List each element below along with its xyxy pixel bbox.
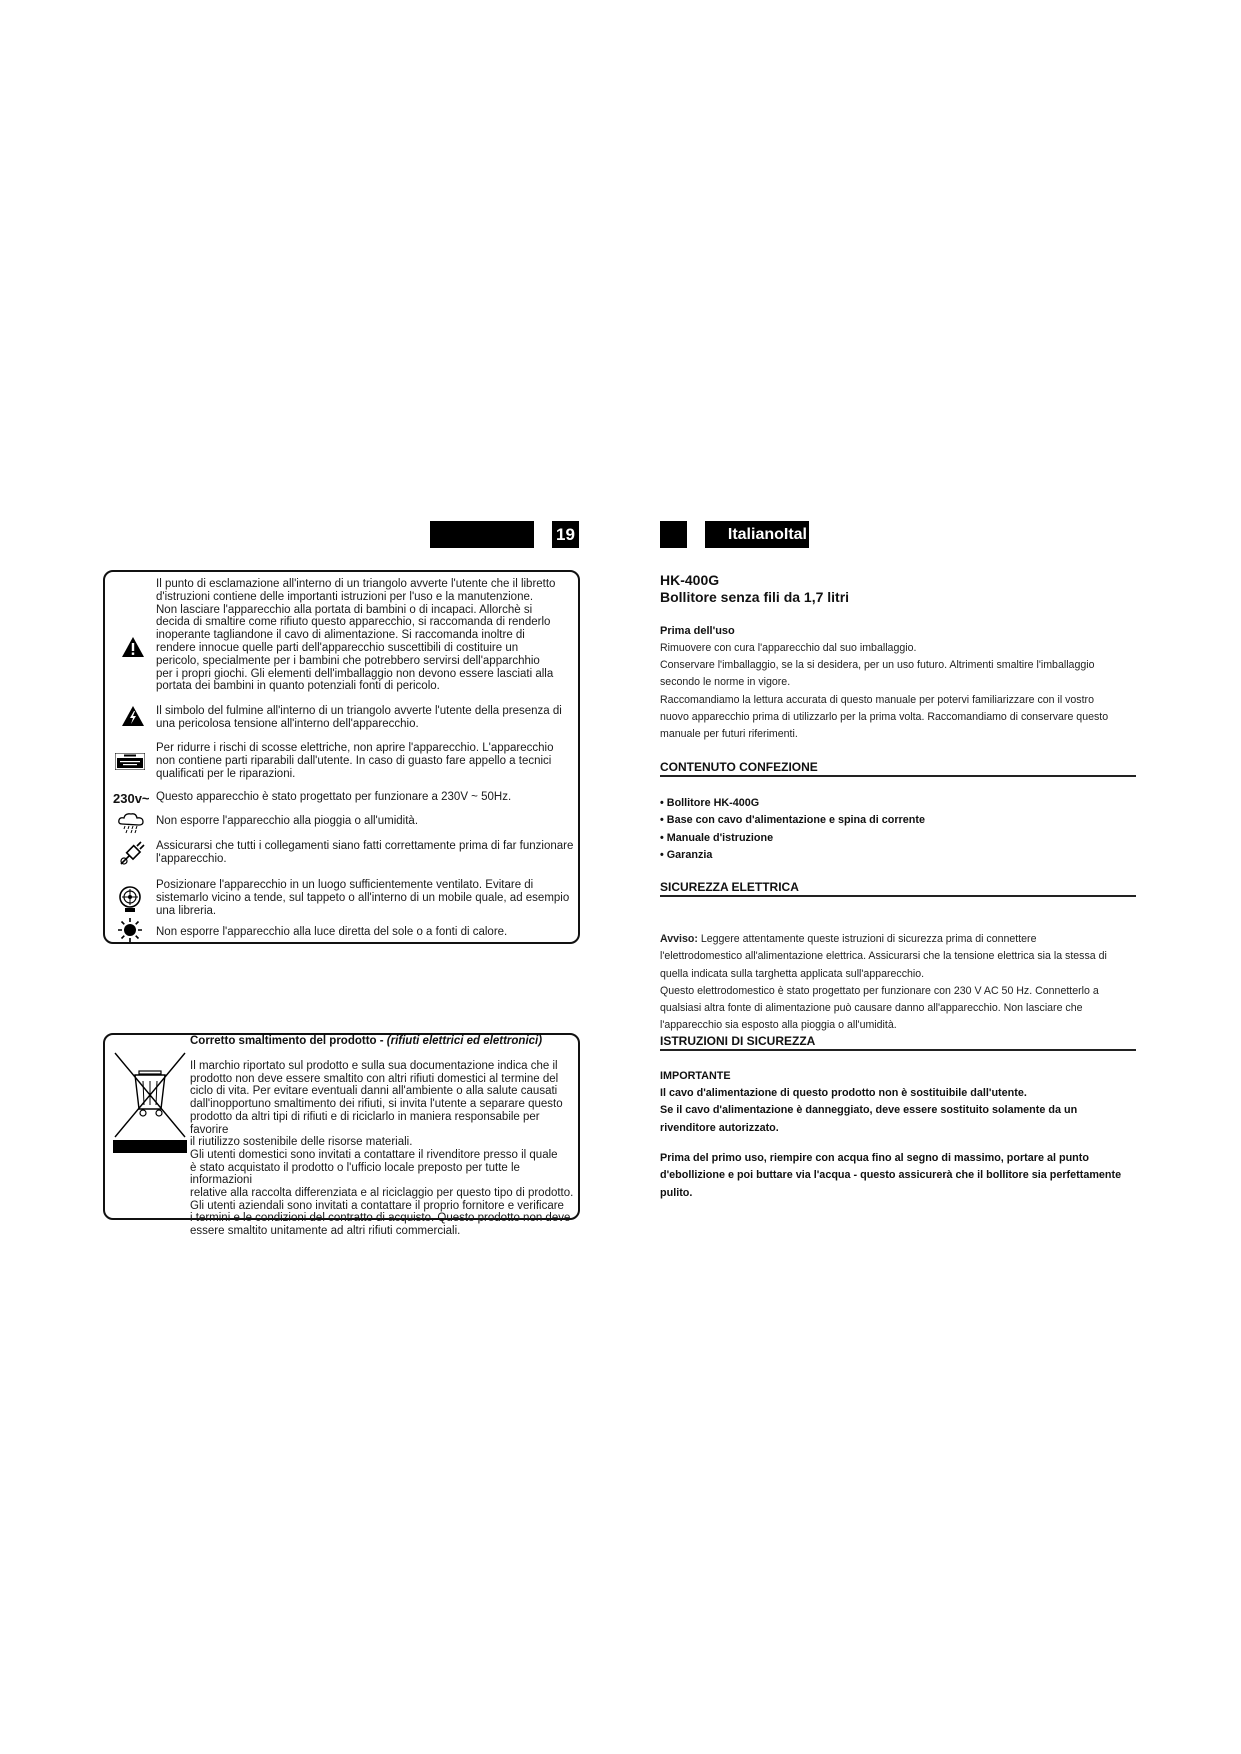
safety-instructions-heading: ISTRUZIONI DI SICUREZZA [660, 1034, 1136, 1051]
disposal-text: Il marchio riportato sul prodotto e sulla sua documentazione indica che il prodotto non deve essere smaltito con altri rifiuti domestici al termine del ciclo di vita. Per evitare eventuali danni all'ambiente o alla salute causati dall'inopportuno smaltimento dei rifiuti, si invita l'utente a separare questo prodotto da altri tipi di rifiuti e di riciclarlo in maniera responsabile per favorire il riutilizzo sostenibile delle risorse materiali. Gli utenti domestici sono invitati a contattare il rivenditore presso il quale è stato acquistato il prodotto o l'ufficio locale preposto per tutte le informazioni relative alla raccolta differenziata e al riciclaggio per questo tipo di prodotto. Gli utenti aziendali sono invitati a contattare il proprio fornitore e verificare i termini e le condizioni del contratto di acquisto. Questo prodotto non deve essere smaltito unitamente ad altri rifiuti commerciali. [190, 1060, 574, 1238]
warning-triangle-icon [121, 636, 145, 658]
electrical-safety-heading: SICUREZZA ELETTRICA [660, 880, 1136, 897]
contents-heading: CONTENUTO CONFEZIONE [660, 760, 1136, 777]
product-name: Bollitore senza fili da 1,7 litri [660, 589, 850, 605]
electrical-safety-text [660, 914, 1180, 1034]
disposal-title-main: Corretto smaltimento del prodotto - [190, 1035, 387, 1047]
list-item: • Bollitore HK-400G [660, 795, 925, 812]
safety-text-voltage: Questo apparecchio è stato progettato per funzionare a 230V ~ 50Hz. [156, 791, 512, 803]
safety-row-caution [105, 742, 578, 782]
list-item: • Manuale d'istruzione [660, 830, 925, 847]
safety-text-rain: Non esporre l'apparecchio alla pioggia o all'umidità. [156, 815, 419, 827]
header-square-right [660, 521, 687, 548]
safety-row-ventilation [105, 879, 578, 919]
safety-row-voltage [105, 791, 578, 807]
list-item: • Base con cavo d'alimentazione e spina di corrente [660, 812, 925, 829]
warning-label: Avviso: [660, 933, 698, 946]
page-number: 19 [552, 521, 579, 548]
safety-row-rain [105, 815, 578, 835]
important-text: Il cavo d'alimentazione di questo prodotto non è sostituibile dall'utente. Se il cavo d'alimentazione è danneggiato, deve essere sostituito solamente da un rivenditore autorizzato. [660, 1087, 1078, 1134]
disposal-title [190, 1035, 542, 1048]
lightning-triangle-icon [121, 705, 145, 727]
before-use-text: Rimuovere con cura l'apparecchio dal suo imballaggio. Conservare l'imballaggio, se la si desidera, per un uso futuro. Altrimenti smaltire l'imballaggio secondo le norme in vigore. Raccomandiamo la lettura accurata di questo manuale per potervi familiarizzare con il vostro nuovo apparecchio prima di utilizzarlo per la prima volta. Raccomandiamo di conservare questo manuale per futuri riferimenti. [660, 642, 1109, 741]
safety-text-caution: Per ridurre i rischi di scosse elettriche, non aprire l'apparecchio. L'apparecchio non contiene parti riparabili dall'utente. In caso di guasto fare appello a tecnici qualificati per le riparazioni. [156, 742, 554, 780]
safety-row-plug [105, 840, 578, 870]
before-use-heading: Prima dell'uso [660, 625, 735, 637]
electrical-safety-first-line: Leggere attentamente queste istruzioni di sicurezza prima di connettere [697, 933, 1037, 946]
important-label: IMPORTANTE [660, 1070, 731, 1082]
ventilation-fan-icon [117, 885, 143, 913]
safety-symbols-box [103, 570, 580, 944]
crossed-bin-icon [113, 1051, 187, 1139]
right-page-content [660, 570, 1180, 1210]
first-use-text: Prima del primo uso, riempire con acqua fino al segno di massimo, portare al punto d'ebollizione e poi buttare via l'acqua - questo assicurerà che il bollitore sia perfettamente pulito. [660, 1152, 1122, 1199]
disposal-title-italic: (rifiuti elettrici ed elettronici) [386, 1035, 543, 1047]
safety-text-ventilation: Posizionare l'apparecchio in un luogo sufficientemente ventilato. Evitare di sistemarlo vicino a tende, sul tappeto o all'interno di un mobile quale, ad esempio una libreria. [156, 879, 570, 917]
plug-icon [117, 840, 147, 868]
safety-row-lightning [105, 705, 578, 733]
disposal-box [103, 1033, 580, 1238]
contents-list [660, 795, 925, 864]
list-item: • Garanzia [660, 847, 925, 864]
model-number: HK-400G [660, 572, 720, 588]
safety-text-lightning: Il simbolo del fulmine all'interno di un triangolo avverte l'utente della presenza di una pericolosa tensione all'interno dell'apparecchio. [156, 705, 562, 730]
safety-row-exclamation [105, 578, 578, 698]
safety-text-plug: Assicurarsi che tutti i collegamenti siano fatti correttamente prima di far funzionare l'apparecchio. [156, 840, 574, 865]
electrical-safety-body: l'elettrodomestico all'alimentazione elettrica. Assicurarsi che la tensione elettrica sia la stessa di quella indicata sulla targhetta applicata sull'apparecchio. Questo elettrodomestico è stato progettato per funzionare con 230 V AC 50 Hz. Connetterlo a qualsiasi altra fonte di alimentazione può causare danno all'apparecchio. Non lasciare che l'apparecchio sia esposto alla pioggia o all'umidità. [660, 950, 1107, 1032]
caution-label-icon [115, 753, 145, 770]
safety-text-exclamation: Il punto di esclamazione all'interno di un triangolo avverte l'utente che il libretto d'istruzioni contiene delle importanti istruzioni per l'uso e la manutenzione. Non lasciare l'apparecchio alla portata di bambini o di incapaci. Allorchè si decida di smaltire come rifiuto questo apparecchio, si raccomanda di renderlo inoperante tagliandone il cavo di alimentazione. Si raccomanda inoltre di rendere innocue quelle parti dell'apparecchio suscettibili di costituire un pericolo, specialmente per i bambini che potrebbero servirsi dell'apparchhio per i propri giochi. Gli elementi dell'imballaggio non devono essere lasciati alla portata dei bambini in quanto potenziali fonti di pericolo. [156, 578, 556, 693]
sun-icon [117, 917, 143, 943]
rain-cloud-icon [117, 812, 145, 834]
safety-row-sun [105, 926, 578, 942]
voltage-label: 230v~ [113, 791, 150, 806]
language-tab: ItalianoItal [705, 521, 809, 548]
safety-text-sun: Non esporre l'apparecchio alla luce diretta del sole o a fonti di calore. [156, 926, 508, 938]
header-bar-left [430, 521, 534, 548]
disposal-black-bar [113, 1140, 187, 1153]
